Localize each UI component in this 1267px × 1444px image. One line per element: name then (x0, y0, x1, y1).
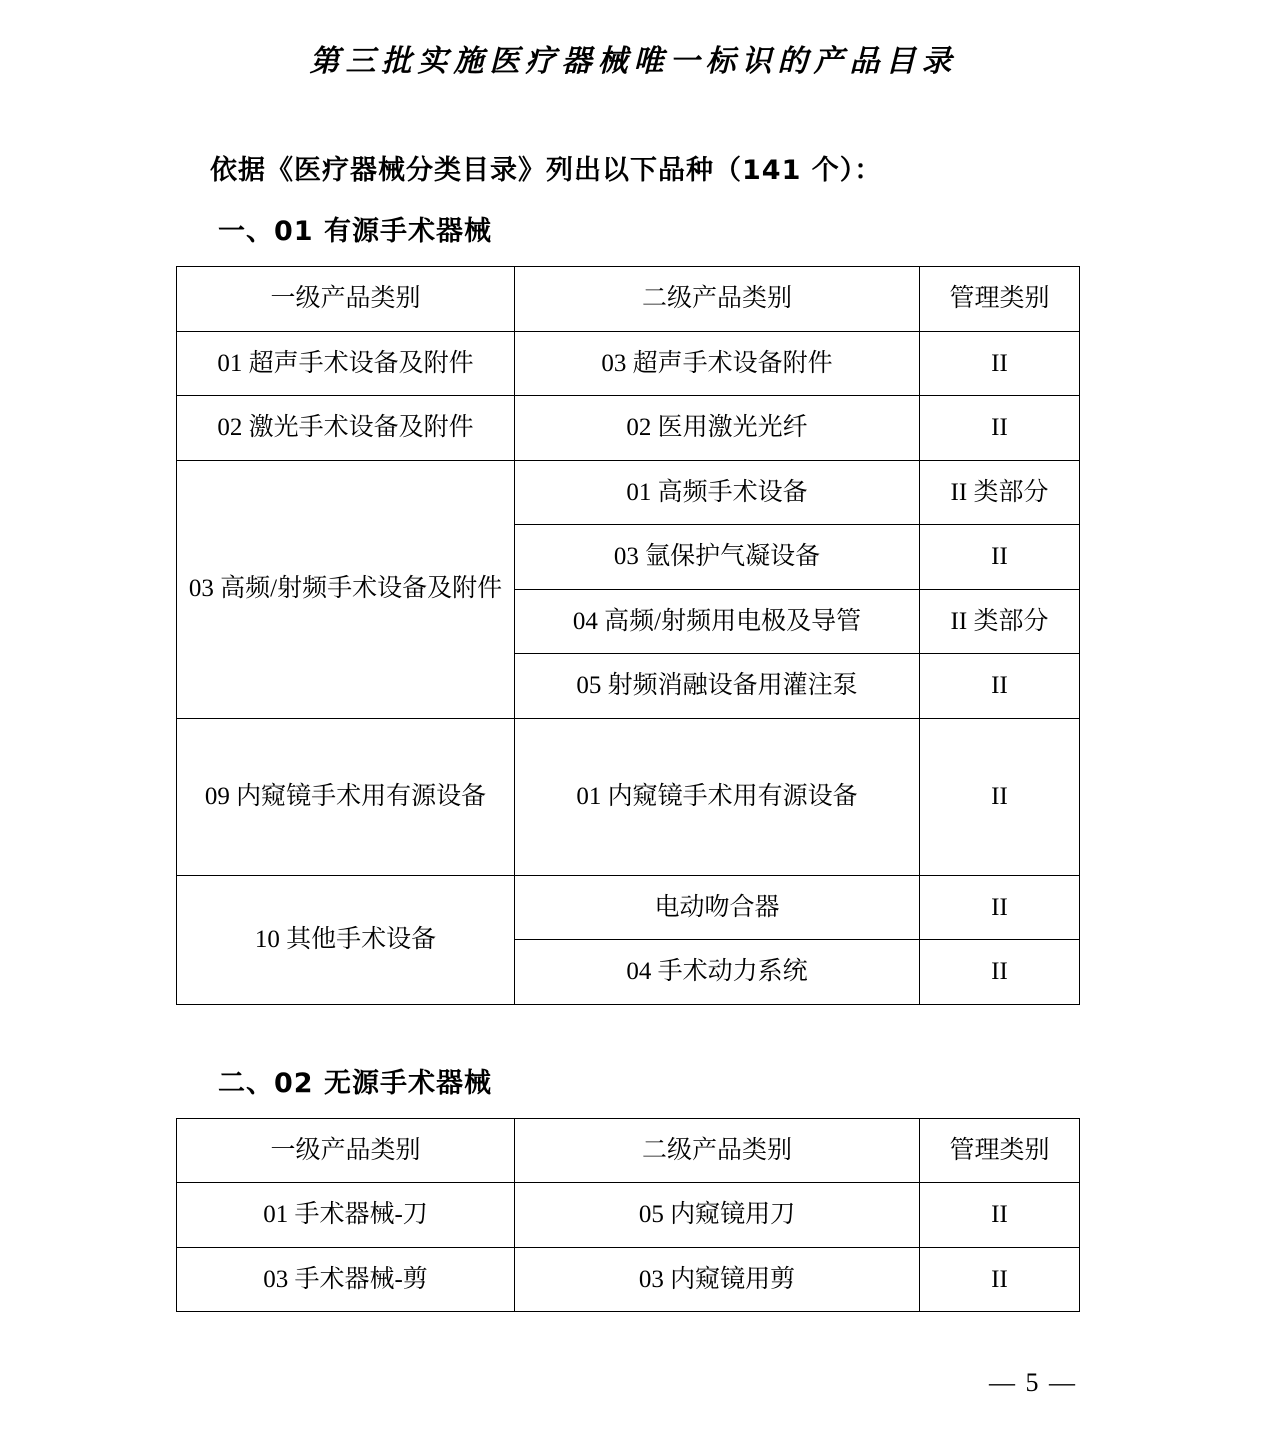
cell-category: II (920, 396, 1080, 461)
cell-level2: 04 高频/射频用电极及导管 (515, 589, 920, 654)
catalog-table-1 (176, 266, 1080, 1005)
page-title: 第三批实施医疗器械唯一标识的产品目录 (309, 44, 958, 79)
cell-level2: 02 医用激光光纤 (515, 396, 920, 461)
cell-level2: 05 射频消融设备用灌注泵 (515, 654, 920, 719)
table-row (177, 331, 1080, 396)
page-number: — 5 — (989, 1368, 1077, 1397)
cell-level1: 10 其他手术设备 (177, 875, 515, 1004)
cell-level1: 03 高频/射频手术设备及附件 (177, 460, 515, 718)
cell-category: II (920, 940, 1080, 1005)
cell-category: II (920, 331, 1080, 396)
column-header-level2: 二级产品类别 (515, 1118, 920, 1183)
cell-level2: 03 氩保护气凝设备 (515, 525, 920, 590)
column-header-level2: 二级产品类别 (515, 267, 920, 332)
section-heading-2: 二、02 无源手术器械 (218, 1067, 492, 1099)
cell-level2: 05 内窥镜用刀 (515, 1183, 920, 1248)
cell-category: II (920, 875, 1080, 940)
cell-level1: 03 手术器械-剪 (177, 1247, 515, 1312)
column-header-category: 管理类别 (920, 1118, 1080, 1183)
intro-paragraph: 依据《医疗器械分类目录》列出以下品种（141 个）： (210, 155, 883, 186)
section-heading-1: 一、01 有源手术器械 (218, 216, 492, 247)
table-row (177, 1247, 1080, 1312)
cell-level1: 01 超声手术设备及附件 (177, 331, 515, 396)
catalog-table-2 (176, 1118, 1080, 1313)
table-row (177, 875, 1080, 940)
cell-level1: 09 内窥镜手术用有源设备 (177, 718, 515, 875)
cell-category: II (920, 718, 1080, 875)
cell-category: II 类部分 (920, 460, 1080, 525)
table-row (177, 460, 1080, 525)
cell-level2: 01 内窥镜手术用有源设备 (515, 718, 920, 875)
cell-category: II (920, 525, 1080, 590)
table-row (177, 718, 1080, 875)
cell-level2: 03 内窥镜用剪 (515, 1247, 920, 1312)
table-row (177, 396, 1080, 461)
document-page (0, 18, 1267, 1444)
cell-level1: 02 激光手术设备及附件 (177, 396, 515, 461)
cell-level2: 电动吻合器 (515, 875, 920, 940)
cell-category: II (920, 1247, 1080, 1312)
column-header-level1: 一级产品类别 (177, 267, 515, 332)
cell-level2: 04 手术动力系统 (515, 940, 920, 1005)
table-header-row (177, 267, 1080, 332)
cell-category: II (920, 1183, 1080, 1248)
cell-category: II 类部分 (920, 589, 1080, 654)
table-header-row (177, 1118, 1080, 1183)
column-header-level1: 一级产品类别 (177, 1118, 515, 1183)
cell-level1: 01 手术器械-刀 (177, 1183, 515, 1248)
cell-category: II (920, 654, 1080, 719)
cell-level2: 03 超声手术设备附件 (515, 331, 920, 396)
cell-level2: 01 高频手术设备 (515, 460, 920, 525)
table-row (177, 1183, 1080, 1248)
column-header-category: 管理类别 (920, 267, 1080, 332)
